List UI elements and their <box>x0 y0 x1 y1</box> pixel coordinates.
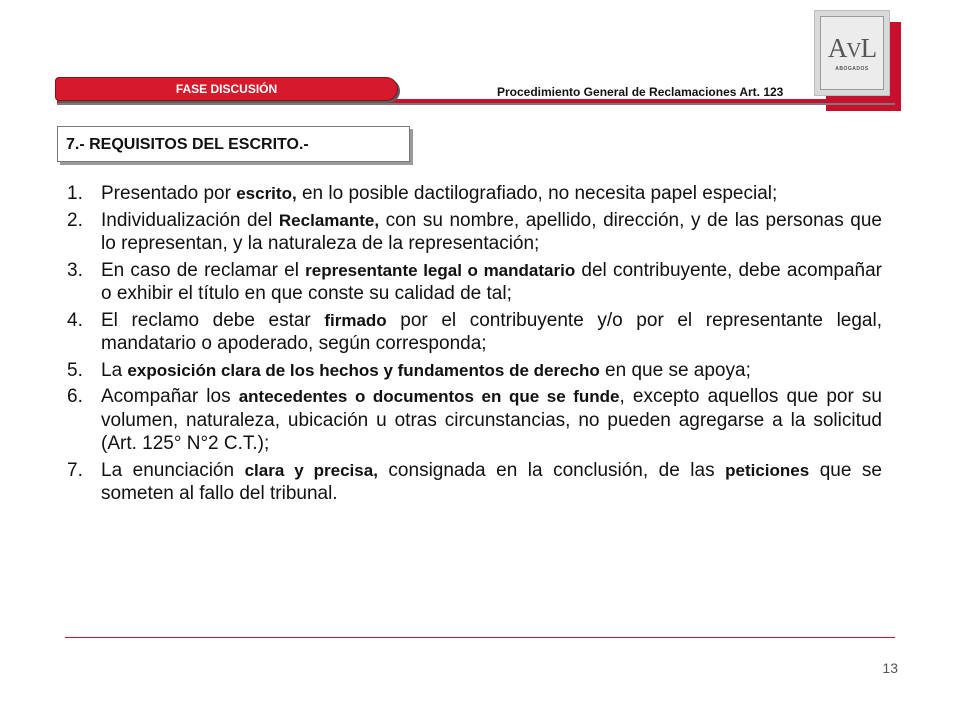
logo-subtitle: ABOGADOS <box>835 66 869 72</box>
list-item-text: que se someten al fallo del tribunal. <box>101 459 882 504</box>
list-item-number: 5. <box>67 359 83 381</box>
list-item-text: En caso de reclamar el <box>101 259 306 281</box>
list-item-number: 7. <box>67 459 83 481</box>
list-item-text: Presentado por <box>101 183 237 204</box>
list-item <box>67 209 882 256</box>
logo-frame <box>820 16 884 90</box>
list-item <box>67 385 882 456</box>
header-rule-shadow <box>57 103 895 105</box>
emphasis-text: exposición clara de los hechos y fundamentos de derecho <box>127 360 600 380</box>
list-item-number: 1. <box>67 183 83 204</box>
emphasis-text: Reclamante, <box>278 210 380 230</box>
list-item-text: El reclamo debe estar <box>101 309 325 331</box>
list-item-number: 4. <box>67 309 83 331</box>
avl-logo <box>814 10 890 96</box>
footer-rule <box>65 637 895 638</box>
section-title: 7.- REQUISITOS DEL ESCRITO.- <box>57 126 410 162</box>
list-item-text: en lo posible dactilografiado, no necesita papel especial; <box>296 183 778 204</box>
list-item <box>67 259 882 306</box>
emphasis-text: antecedentes o documentos en que se funde <box>238 387 620 406</box>
list-item-text: La <box>101 359 128 381</box>
emphasis-text: clara y precisa, <box>244 460 378 480</box>
list-item <box>67 359 882 383</box>
list-item <box>67 309 882 356</box>
emphasis-text: peticiones <box>725 460 810 480</box>
requirements-list <box>67 182 882 509</box>
list-item-number: 3. <box>67 259 83 281</box>
logo-letter-l: L <box>860 33 877 63</box>
phase-tab: FASE DISCUSIÓN <box>55 77 398 101</box>
list-item-text: La enunciación <box>101 459 245 481</box>
list-item-text: por el contribuyente y/o por el representante legal, mandatario o apoderado, según corresponda; <box>101 309 882 354</box>
logo-mark <box>828 34 876 64</box>
list-item-text: con su nombre, apellido, dirección, y de las personas que lo representan, y la naturaleza de la representación; <box>101 209 882 254</box>
list-item-text: , excepto aquellos que por su volumen, naturaleza, ubicación u otras circunstancias, no pueden agregarse a la solicitud (Art. 125° N°2 C.T.); <box>101 386 882 454</box>
emphasis-text: representante legal o mandatario <box>305 260 576 280</box>
list-item-number: 6. <box>67 386 83 407</box>
list-item-number: 2. <box>67 209 83 231</box>
list-item-text: en que se apoya; <box>599 359 751 381</box>
list-item-text: Acompañar los <box>101 386 239 407</box>
list-item-text: del contribuyente, debe acompañar o exhibir el título en que conste su calidad de tal; <box>101 259 882 304</box>
emphasis-text: escrito, <box>236 184 297 203</box>
page-number: 13 <box>882 660 898 676</box>
list-item <box>67 459 882 506</box>
list-item-text: consignada en la conclusión, de las <box>377 459 726 481</box>
list-item-text: Individualización del <box>101 209 279 231</box>
logo-letter-a: A <box>827 33 847 63</box>
list-item <box>67 182 882 206</box>
procedure-label: Procedimiento General de Reclamaciones Art. 123 <box>497 85 784 99</box>
logo-letter-v: V <box>846 38 861 62</box>
emphasis-text: firmado <box>324 310 387 330</box>
